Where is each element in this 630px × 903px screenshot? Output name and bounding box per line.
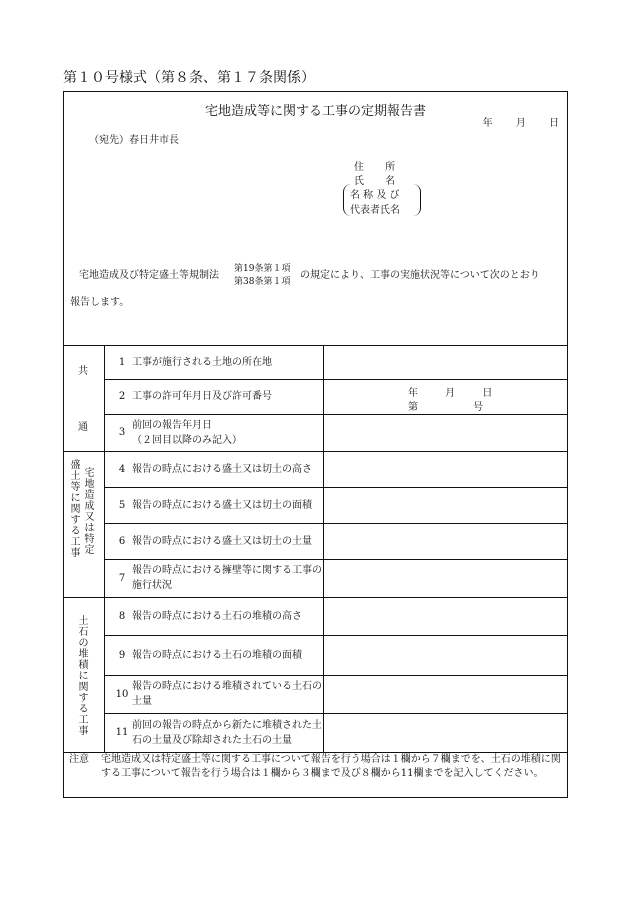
corporation-name-label: 名 称 及 び bbox=[350, 190, 400, 201]
row-label: 1 工事が施行される土地の所在地 bbox=[118, 356, 272, 368]
row-label: 8 報告の時点における土石の堆積の高さ bbox=[118, 610, 302, 622]
law-sentence-end: 報告します。 bbox=[70, 297, 130, 308]
group-soil-label: 土石の堆積に関する工事 bbox=[78, 616, 89, 737]
note bbox=[69, 753, 562, 781]
law-name: 宅地造成及び特定盛土等規制法 bbox=[79, 270, 219, 281]
group-column-divider bbox=[104, 345, 105, 752]
row-label: 5 報告の時点における盛土又は切土の面積 bbox=[118, 499, 312, 511]
law-article-19: 第19条第１項 bbox=[234, 264, 291, 274]
form-title: 宅地造成等に関する工事の定期報告書 bbox=[204, 104, 426, 119]
report-form bbox=[63, 91, 568, 798]
group-fill-label-outer: 盛土等に関する工事 bbox=[70, 460, 81, 559]
row-label: 6 報告の時点における盛土又は切土の土量 bbox=[118, 535, 312, 547]
note-label: 注意 bbox=[69, 754, 89, 765]
form-number: 第１０号様式（第８条、第１７条関係） bbox=[63, 70, 315, 86]
permit-date-field[interactable]: 年 月 日 bbox=[408, 388, 493, 399]
row-label: 4 報告の時点における盛土又は切土の高さ bbox=[118, 463, 312, 475]
group-common-top: 共 bbox=[78, 366, 88, 377]
permit-number-field[interactable]: 第 号 bbox=[408, 402, 484, 413]
group-common-bottom: 通 bbox=[78, 422, 88, 433]
row-label: 7 報告の時点における擁壁等に関する工事の施行状況 bbox=[118, 565, 322, 591]
applicant-name-label: 氏 名 bbox=[354, 176, 396, 187]
group-fill-label-inner: 宅地造成又は特定 bbox=[84, 468, 95, 556]
note-text: 宅地造成又は特定盛土等に関する工事について報告を行う場合は１欄から７欄までを、土石の堆積に関する工事について報告を行う場合は１欄から３欄まで及び８欄から11欄までを記入してください。 bbox=[101, 754, 561, 779]
value-column-divider bbox=[323, 345, 324, 752]
row-label: 2 工事の許可年月日及び許可番号 bbox=[118, 391, 272, 402]
row-label: 9 報告の時点における土石の堆積の面積 bbox=[118, 649, 302, 661]
row-label: 10 報告の時点における堆積されている土石の土量 bbox=[115, 681, 322, 707]
law-article-38: 第38条第１項 bbox=[234, 277, 291, 287]
law-sentence-rest: の規定により、工事の実施状況等について次のとおり bbox=[300, 270, 540, 281]
row-label: 11 前回の報告の時点から新たに堆積された土石の土量及び除却された土石の土量 bbox=[115, 719, 322, 746]
representative-name-label: 代表者氏名 bbox=[350, 205, 400, 216]
applicant-address-label: 住 所 bbox=[354, 162, 396, 173]
addressee: （宛先）春日井市長 bbox=[89, 135, 179, 146]
report-date: 年 月 日 bbox=[482, 118, 559, 129]
row-label: 3 前回の報告年月日 （２回目以降のみ記入） bbox=[118, 419, 242, 446]
